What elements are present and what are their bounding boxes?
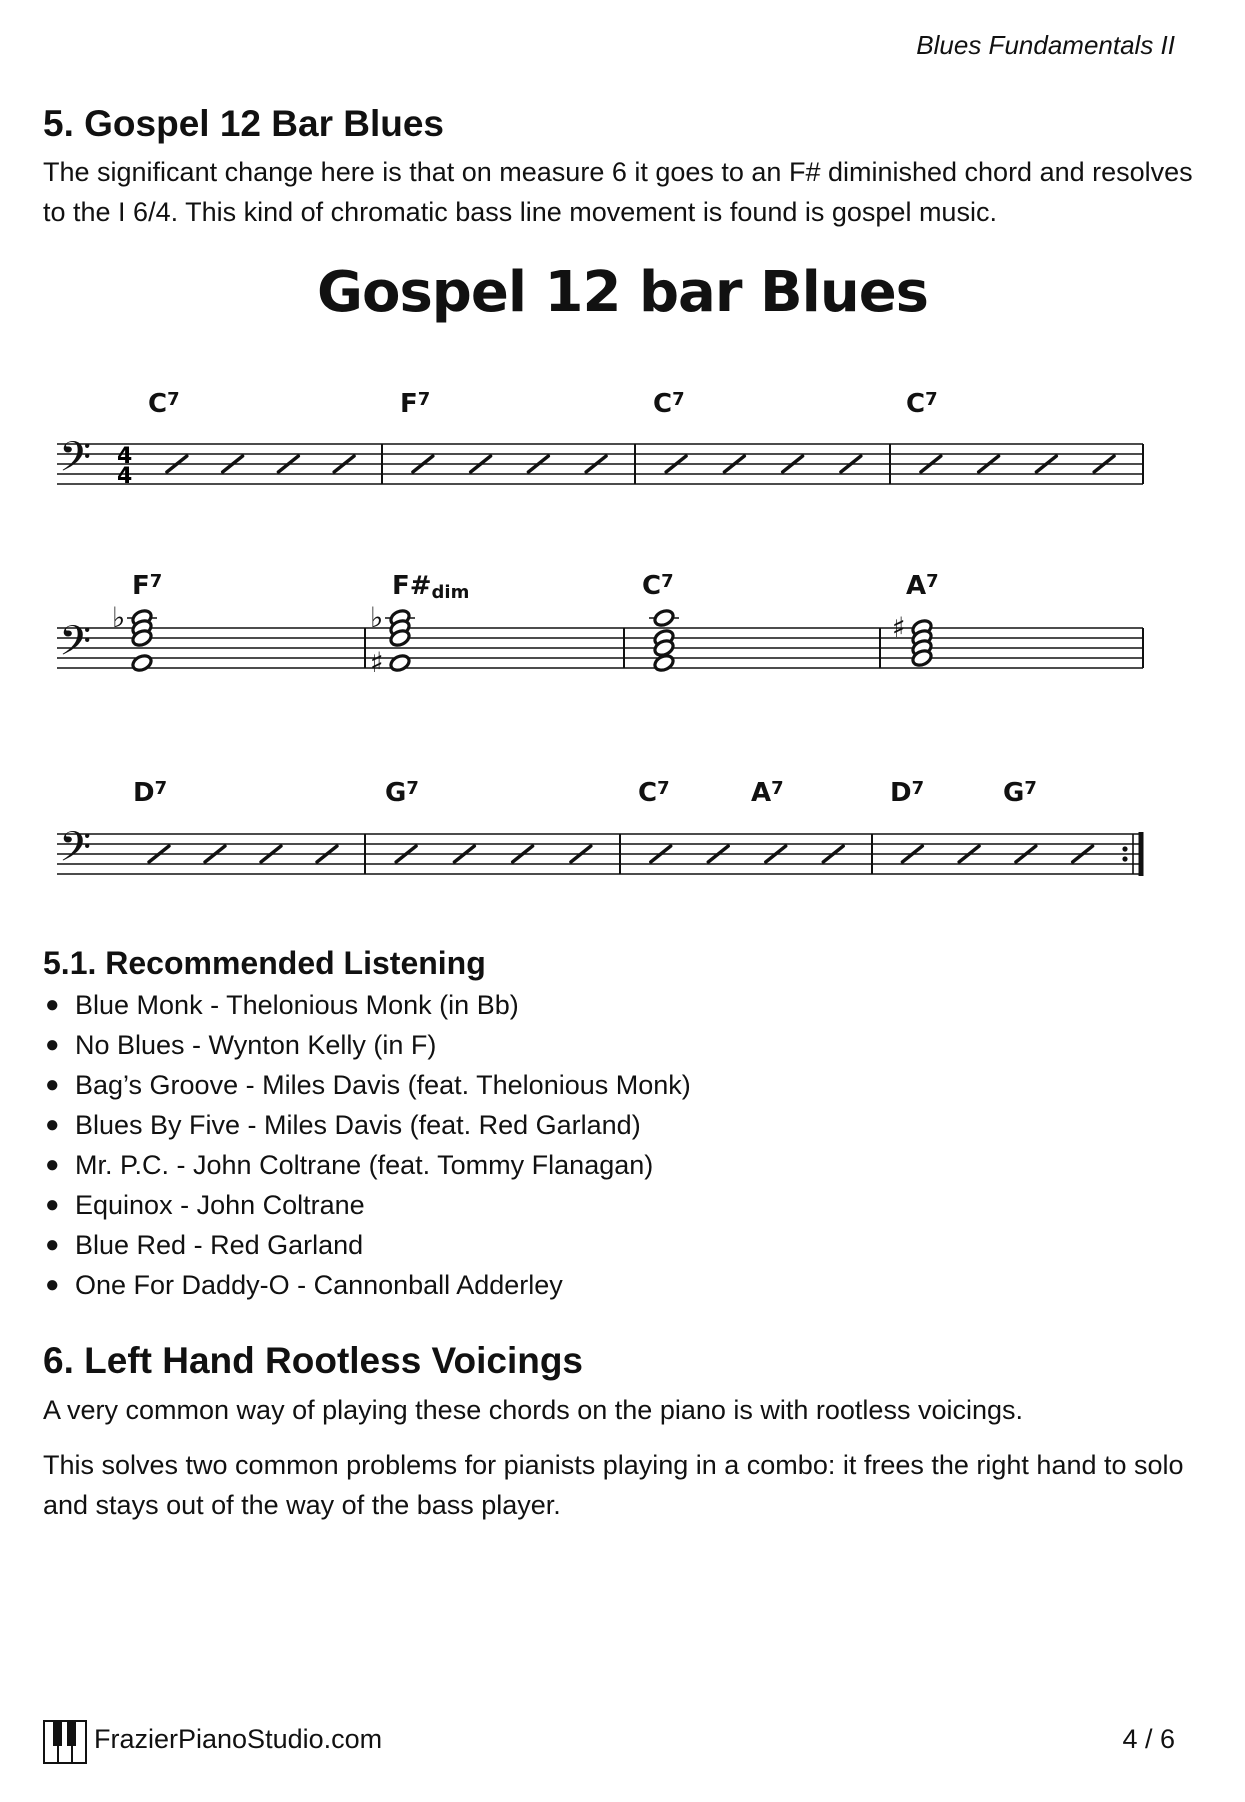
list-item: ● Mr. P.C. - John Coltrane (feat. Tommy Flanagan) bbox=[45, 1150, 654, 1180]
section-6-heading: 6. Left Hand Rootless Voicings bbox=[43, 1340, 584, 1381]
section-5-body: The significant change here is that on measure 6 it goes to an F# diminished chord and resolves to the I 6/4. This kind of chromatic bass line movement is found is gospel music. bbox=[43, 157, 1193, 227]
section-6-para-2: This solves two common problems for pianists playing in a combo: it frees the right hand to solo and stays out of the way of the bass player. bbox=[43, 1450, 1184, 1520]
accidental: ♯ bbox=[892, 611, 906, 644]
list-item: ● Blues By Five - Miles Davis (feat. Red Garland) bbox=[45, 1110, 641, 1140]
repeat-dot bbox=[1122, 856, 1127, 861]
listening-list bbox=[43, 985, 691, 1305]
repeat-dot bbox=[1122, 846, 1127, 851]
list-item: ● Blue Monk - Thelonious Monk (in Bb) bbox=[45, 990, 519, 1020]
whole-note bbox=[653, 653, 676, 673]
chord-symbol: $A^7$ bbox=[751, 778, 784, 808]
page-number: 4 / 6 bbox=[1122, 1724, 1175, 1754]
bass-clef: 𝄢 bbox=[59, 617, 92, 675]
bass-clef: 𝄢 bbox=[59, 433, 92, 491]
piano-keys-icon bbox=[43, 1720, 87, 1764]
section-6-para-1: A very common way of playing these chords on the piano is with rootless voicings. bbox=[43, 1395, 1023, 1425]
accidental: ♭ bbox=[370, 601, 384, 634]
chord-symbol: $F^7$ bbox=[400, 389, 431, 419]
chord-symbol: $A^7$ bbox=[906, 571, 939, 601]
section-5-heading: 5. Gospel 12 Bar Blues bbox=[43, 103, 445, 144]
score-title: Gospel 12 bar Blues bbox=[317, 260, 928, 325]
bass-clef: 𝄢 bbox=[59, 823, 92, 881]
list-item: ● Blue Red - Red Garland bbox=[45, 1230, 364, 1260]
list-item: ● One For Daddy-O - Cannonball Adderley bbox=[45, 1270, 563, 1300]
chord-symbol: $G^7$ bbox=[1003, 778, 1037, 808]
accidental: ♭ bbox=[112, 601, 126, 634]
list-item: ● Equinox - John Coltrane bbox=[45, 1190, 365, 1220]
whole-note bbox=[389, 653, 412, 673]
section-5-1-heading: 5.1. Recommended Listening bbox=[43, 945, 486, 981]
list-item: ● Bag’s Groove - Miles Davis (feat. Thelonious Monk) bbox=[45, 1070, 691, 1100]
chord-symbol: $C^7$ bbox=[148, 389, 180, 419]
list-item: ● No Blues - Wynton Kelly (in F) bbox=[45, 1030, 437, 1060]
lead-sheet bbox=[0, 380, 1245, 910]
chord-symbol: $C^7$ bbox=[642, 571, 674, 601]
time-signature: 4 bbox=[117, 444, 133, 469]
accidental: ♯ bbox=[370, 646, 384, 679]
chord-symbol: $D^7$ bbox=[890, 778, 925, 808]
whole-note bbox=[131, 653, 154, 673]
chord-symbol: $G^7$ bbox=[385, 778, 419, 808]
chord-symbol: $C^7$ bbox=[653, 389, 685, 419]
time-signature: 4 bbox=[117, 464, 133, 489]
chord-symbol: $F^7$ bbox=[132, 571, 163, 601]
running-header: Blues Fundamentals II bbox=[916, 30, 1175, 60]
footer-site: FrazierPianoStudio.com bbox=[94, 1724, 383, 1754]
chord-symbol: F#dim bbox=[392, 571, 470, 603]
whole-note bbox=[653, 608, 676, 628]
chord-symbol: $C^7$ bbox=[906, 389, 938, 419]
chord-symbol: $C^7$ bbox=[638, 778, 670, 808]
chord-symbol: $D^7$ bbox=[133, 778, 168, 808]
